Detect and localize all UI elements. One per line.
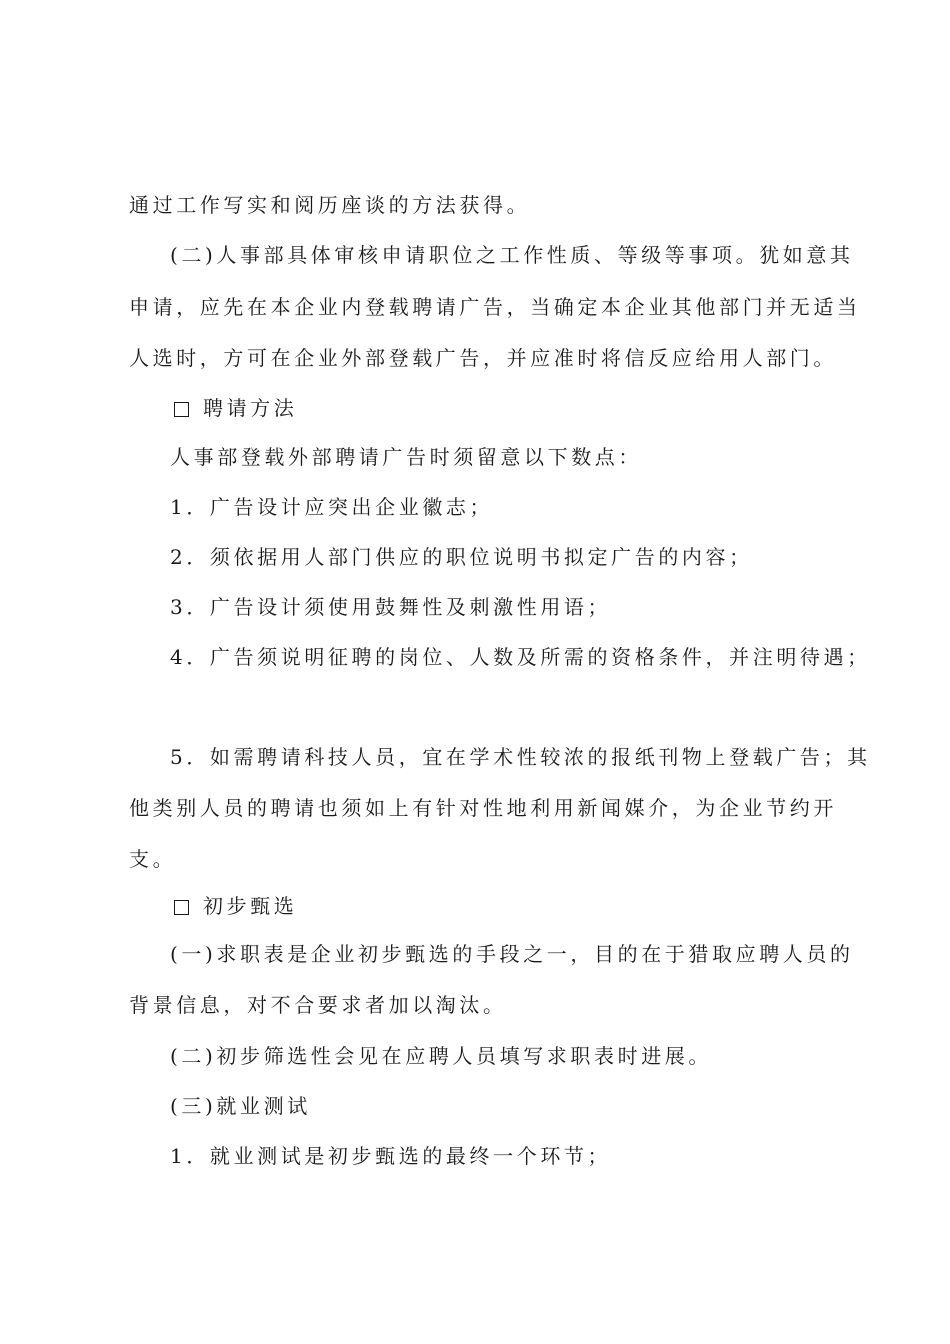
paragraph-line: 申请，应先在本企业内登载聘请广告，当确定本企业其他部门并无适当 bbox=[129, 295, 861, 319]
section-heading-text: 初步甄选 bbox=[203, 894, 298, 918]
list-item: 1．就业测试是初步甄选的最终一个环节； bbox=[170, 1144, 612, 1168]
paragraph-line: 通过工作写实和阅历座谈的方法获得。 bbox=[129, 193, 531, 217]
paragraph-line: 支。 bbox=[129, 847, 177, 871]
list-item: 1．广告设计应突出企业徽志； bbox=[170, 495, 494, 519]
section-heading-initial-screening bbox=[174, 894, 297, 918]
paragraph-line: 人事部登载外部聘请广告时须留意以下数点： bbox=[170, 445, 642, 469]
list-item: 3．广告设计须使用鼓舞性及刺激性用语； bbox=[170, 595, 612, 619]
checkbox-square-icon bbox=[174, 402, 189, 417]
list-item: 4．广告须说明征聘的岗位、人数及所需的资格条件，并注明待遇； bbox=[170, 645, 871, 669]
paragraph-line: 他类别人员的聘请也须如上有针对性地利用新闻媒介，为企业节约开 bbox=[129, 796, 837, 820]
section-heading-text: 聘请方法 bbox=[203, 396, 298, 420]
paragraph-line: (一)求职表是企业初步甄选的手段之一，目的在于猎取应聘人员的 bbox=[170, 942, 854, 966]
paragraph-line: (二)初步筛选性会见在应聘人员填写求职表时进展。 bbox=[170, 1044, 713, 1068]
checkbox-square-icon bbox=[174, 900, 189, 915]
section-heading-recruit-method bbox=[174, 396, 297, 420]
paragraph-line: 背景信息，对不合要求者加以淘汰。 bbox=[129, 993, 507, 1017]
list-item: 5．如需聘请科技人员，宜在学术性较浓的报纸刊物上登载广告；其 bbox=[170, 745, 871, 769]
paragraph-line: (二)人事部具体审核申请职位之工作性质、等级等事项。犹如意其 bbox=[170, 243, 854, 267]
paragraph-line: (三)就业测试 bbox=[170, 1094, 311, 1118]
list-item: 2．须依据用人部门供应的职位说明书拟定广告的内容； bbox=[170, 545, 753, 569]
paragraph-line: 人选时，方可在企业外部登载广告，并应准时将信反应给用人部门。 bbox=[129, 346, 837, 370]
